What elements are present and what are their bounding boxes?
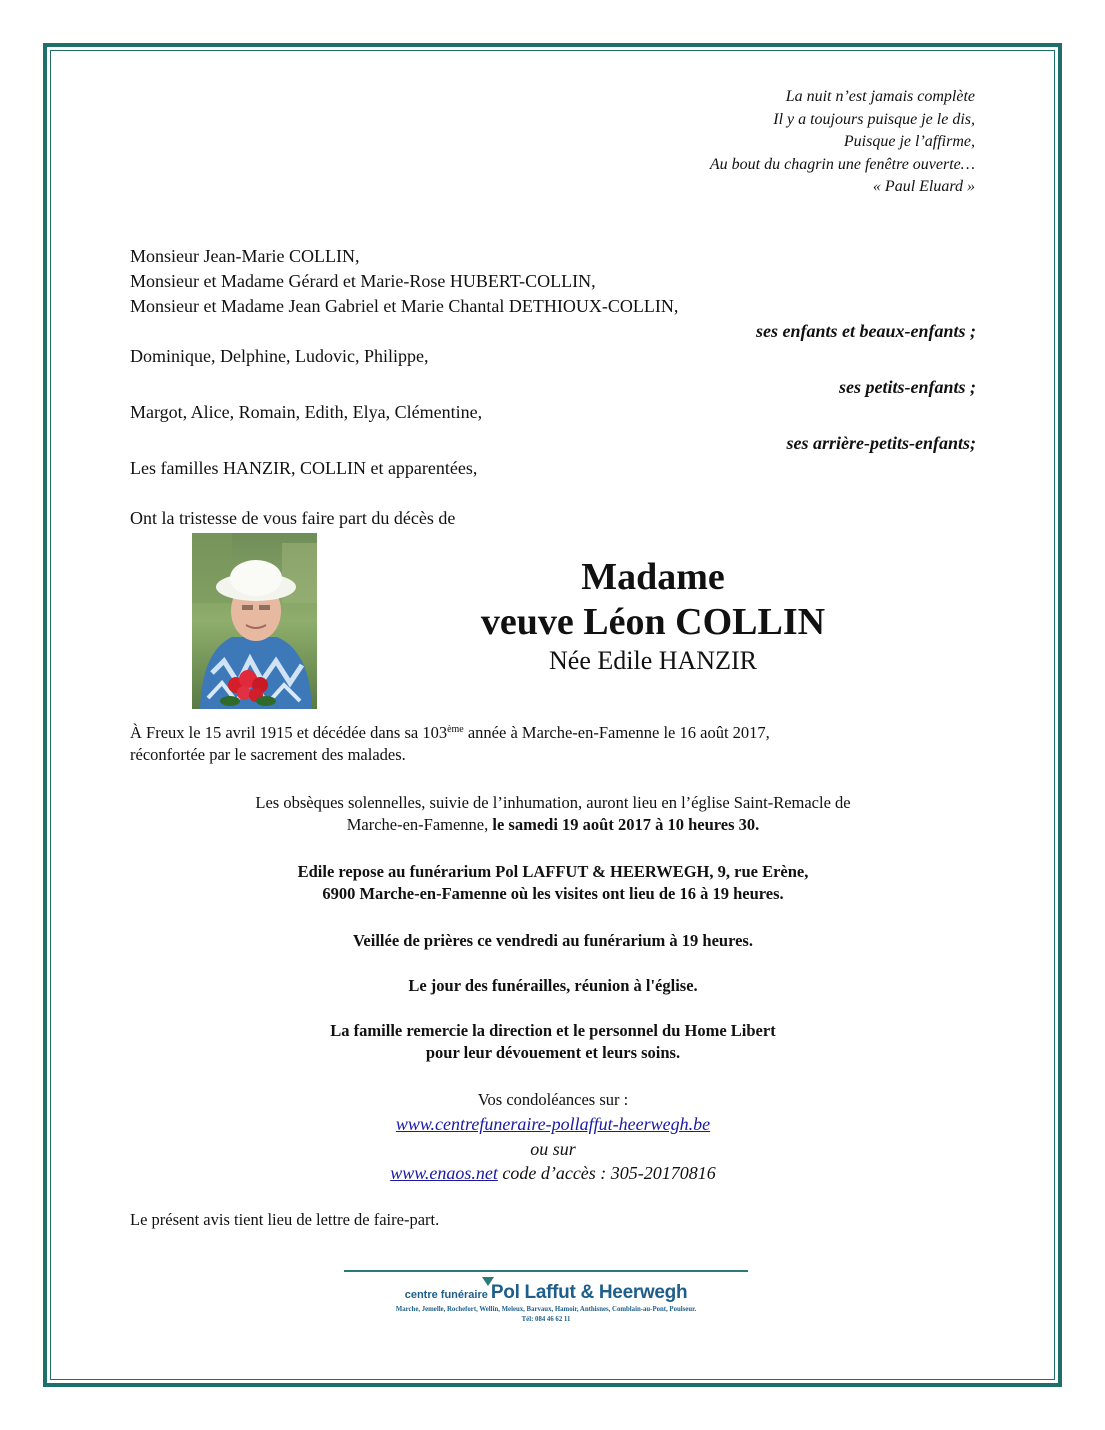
grandchildren: Dominique, Delphine, Ludovic, Philippe, xyxy=(130,346,429,366)
family-child: Monsieur Jean-Marie COLLIN, xyxy=(130,246,360,266)
poem-line: Au bout du chagrin une fenêtre ouverte… xyxy=(709,155,975,173)
funeral-place: Marche-en-Famenne, xyxy=(346,815,493,834)
sacrament-text: réconfortée par le sacrement des malades. xyxy=(130,745,406,764)
logo-divider xyxy=(344,1270,748,1272)
funeral-home-logo xyxy=(344,1270,748,1330)
announcement: Ont la tristesse de vous faire part du décès de xyxy=(130,508,456,528)
funeral-details xyxy=(130,792,976,836)
family-child: Monsieur et Madame Gérard et Marie-Rose HUBERT-COLLIN, xyxy=(130,271,596,291)
family-list xyxy=(130,244,976,531)
rest-line: Edile repose au funérarium Pol LAFFUT & HEERWEGH, 9, rue Erène, xyxy=(297,862,809,881)
funeral-date: le samedi 19 août 2017 à 10 heures 30. xyxy=(492,815,760,834)
condolences-or: ou sur xyxy=(530,1139,576,1159)
poem-author: « Paul Eluard » xyxy=(872,178,975,195)
death-text: année à Marche-en-Famenne le 16 août 2017, xyxy=(463,723,770,742)
logo-prefix: centre funéraire xyxy=(404,1289,491,1301)
birth-text: À Freux le 15 avril 1915 et décédée dans sa 103 xyxy=(130,723,448,742)
access-code: code d’accès : 305-20170816 xyxy=(497,1163,716,1183)
enaos-link[interactable]: www.enaos.net xyxy=(390,1163,498,1183)
thanks-line: La famille remercie la direction et le personnel du Home Libert xyxy=(330,1021,776,1040)
great-grandchildren-label: ses arrière-petits-enfants; xyxy=(786,433,976,453)
vigil-notice: Veillée de prières ce vendredi au funérarium à 19 heures. xyxy=(353,931,753,950)
ordinal-suffix: ème xyxy=(447,724,464,735)
rest-line: 6900 Marche-en-Famenne où les visites ont lieu de 16 à 19 heures. xyxy=(322,884,784,903)
great-grandchildren: Margot, Alice, Romain, Edith, Elya, Clémentine, xyxy=(130,402,483,422)
gathering-notice: Le jour des funérailles, réunion à l'église. xyxy=(408,976,698,995)
logo-name: Pol Laffut & Heerwegh xyxy=(490,1282,688,1303)
poem-line: La nuit n’est jamais complète xyxy=(785,88,975,105)
condolences-block xyxy=(130,1088,976,1186)
birth-death-details xyxy=(130,722,990,766)
logo-phone: Tél: 084 46 62 11 xyxy=(521,1316,571,1323)
deceased-title: Madame xyxy=(581,556,725,598)
logo-locations: Marche, Jemelle, Rochefort, Wellin, Meleux, Barvaux, Hamoir, Anthisnes, Comblain-au-Pont, Poulseur. xyxy=(395,1306,697,1313)
grandchildren-label: ses petits-enfants ; xyxy=(839,377,976,397)
poem-quote xyxy=(710,86,975,199)
funeral-line: Les obsèques solennelles, suivie de l’inhumation, auront lieu en l’église Saint-Remacle de xyxy=(255,793,851,812)
deceased-maiden-name: Née Edile HANZIR xyxy=(549,646,757,675)
families: Les familles HANZIR, COLLIN et apparentées, xyxy=(130,458,478,478)
deceased-name: veuve Léon COLLIN xyxy=(480,601,826,643)
thanks-notice xyxy=(130,1020,976,1064)
rest-details xyxy=(130,861,976,905)
condolences-intro: Vos condoléances sur : xyxy=(477,1090,629,1109)
portrait-photo xyxy=(192,533,317,709)
poem-line: Il y a toujours puisque je le dis, xyxy=(773,110,975,128)
deceased-name-block xyxy=(380,555,926,677)
thanks-line: pour leur dévouement et leurs soins. xyxy=(425,1043,681,1062)
closing-note: Le présent avis tient lieu de lettre de faire-part. xyxy=(130,1210,440,1229)
family-child: Monsieur et Madame Jean Gabriel et Marie Chantal DETHIOUX-COLLIN, xyxy=(130,296,679,316)
poem-line: Puisque je l’affirme, xyxy=(843,133,975,150)
children-label: ses enfants et beaux-enfants ; xyxy=(756,321,976,341)
funeral-home-link[interactable]: www.centrefuneraire-pollaffut-heerwegh.be xyxy=(395,1114,711,1134)
